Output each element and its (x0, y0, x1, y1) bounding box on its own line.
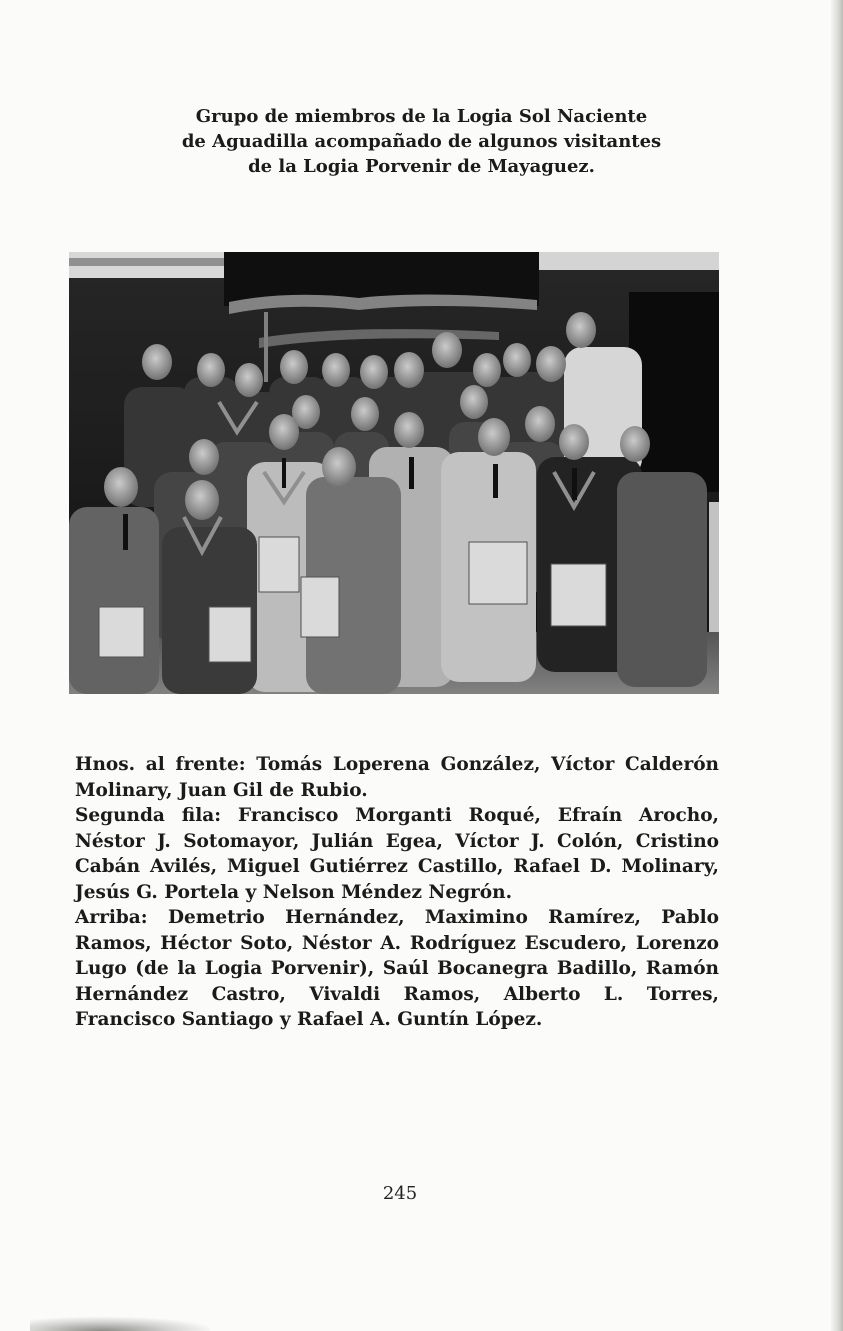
page-number: 245 (382, 1183, 418, 1204)
caption-line-1: Grupo de miembros de la Logia Sol Naciente (195, 106, 648, 127)
front-row-names (75, 752, 719, 803)
names-list (75, 752, 719, 1033)
second-row-names (75, 803, 719, 905)
second-row-text: Francisco Morganti Roqué, Efraín Arocho, Néstor J. Sotomayor, Julián Egea, Víctor J. Colón, Cristino Cabán Avilés, Miguel Gutiérrez Castillo, Rafael D. Molinary, Jesús G. Portela y Nelson Méndez Negrón. (75, 805, 719, 903)
top-row-names (75, 905, 719, 1033)
top-row-text: Demetrio Hernández, Maximino Ramírez, Pablo Ramos, Héctor Soto, Néstor A. Rodríguez Escudero, Lorenzo Lugo (de la Logia Porvenir), Saúl Bocanegra Badillo, Ramón Hernández Castro, Vivaldi Ramos, Alberto L. Torres, Francisco Santiago y Rafael A. Guntín López. (75, 907, 719, 1030)
front-row-text: Tomás Loperena González, Víctor Calderón Molinary, Juan Gil de Rubio. (75, 754, 719, 801)
second-row-lead: Segunda fila: (75, 805, 222, 826)
page-smudge (30, 1317, 210, 1331)
caption-line-2: de Aguadilla acompañado de algunos visitantes (181, 131, 662, 152)
caption-line-3: de la Logia Porvenir de Mayaguez. (248, 156, 595, 177)
page-edge-shadow (831, 0, 843, 1331)
group-photo-drawing (69, 252, 719, 694)
group-photo (69, 252, 719, 694)
front-row-lead: Hnos. al frente: (75, 754, 246, 775)
top-row-lead: Arriba: (75, 907, 148, 928)
photo-caption (0, 104, 843, 179)
